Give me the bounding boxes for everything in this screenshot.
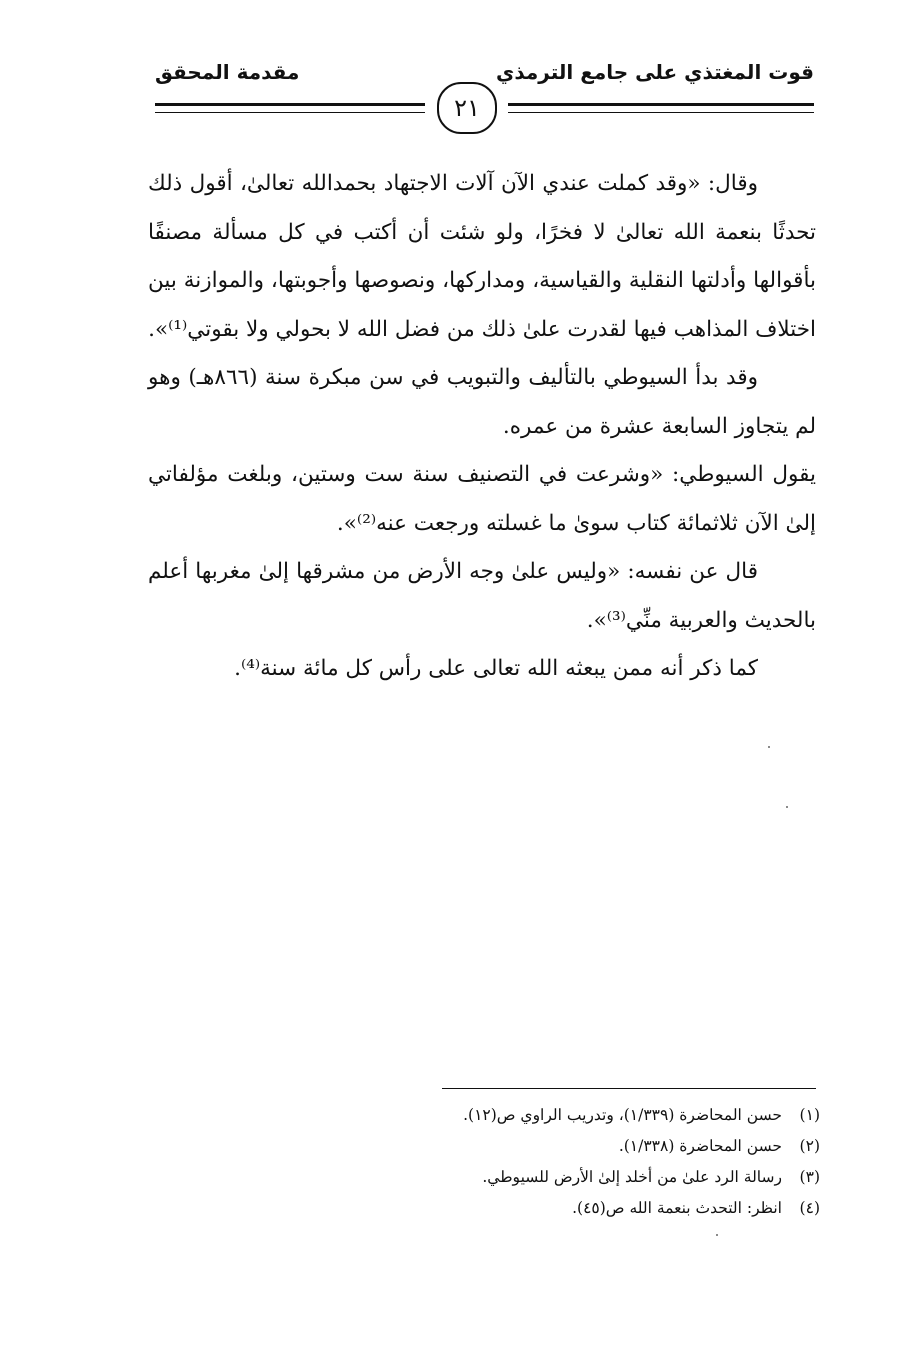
paragraph: كما ذكر أنه ممن يبعثه الله تعالى على رأس كل مائة سنة⁽⁴⁾. <box>234 656 758 681</box>
footnote <box>300 1162 820 1193</box>
footnote-number: (٢) <box>799 1137 820 1155</box>
body-text <box>148 160 816 694</box>
paragraph: وقال: «وقد كملت عندي الآن آلات الاجتهاد بحمدالله تعالىٰ، أقول ذلك تحدثًا بنعمة الله تعالىٰ لا فخرًا، ولو شئت أن أكتب في كل مسألة مصنفًا بأقوالها وأدلتها النقلية والقياسية، ومداركها، ونصوصها وأجوبتها، والموازنة بين اختلاف المذاهب فيها لقدرت علىٰ ذلك من فضل الله لا بحولي ولا بقوتي⁽¹⁾». <box>148 171 816 342</box>
footnote-number: (٤) <box>799 1199 820 1217</box>
header-rule-left <box>155 103 425 113</box>
footnote <box>300 1131 820 1162</box>
scan-speck <box>716 1234 718 1236</box>
paragraph: يقول السيوطي: «وشرعت في التصنيف سنة ست وستين، وبلغت مؤلفاتي إلىٰ الآن ثلاثمائة كتاب سوىٰ ما غسلته ورجعت عنه⁽²⁾». <box>148 462 816 536</box>
page-number: ٢١ <box>437 82 497 134</box>
running-head-section-title: مقدمة المحقق <box>155 60 300 84</box>
scan-speck <box>768 746 770 748</box>
scan-speck <box>786 806 788 808</box>
footnote-text: حسن المحاضرة (١/٣٣٩)، وتدريب الراوي ص(١٢). <box>463 1106 782 1124</box>
footnote <box>300 1193 820 1224</box>
paragraph: قال عن نفسه: «وليس علىٰ وجه الأرض من مشرقها إلىٰ مغربها أعلم بالحديث والعربية منِّي⁽³⁾». <box>148 559 816 633</box>
header-rule-right <box>508 103 814 113</box>
footnotes <box>300 1100 820 1224</box>
running-head-book-title: قوت المغتذي على جامع الترمذي <box>496 60 814 84</box>
footnote-text: انظر: التحدث بنعمة الله ص(٤٥). <box>572 1199 782 1217</box>
footnote-separator <box>442 1088 816 1089</box>
footnote-number: (٣) <box>799 1168 820 1186</box>
footnote-text: رسالة الرد علىٰ من أخلد إلىٰ الأرض للسيوطي. <box>482 1168 782 1186</box>
footnote <box>300 1100 820 1131</box>
paragraph: وقد بدأ السيوطي بالتأليف والتبويب في سن مبكرة سنة (٨٦٦هـ) وهو لم يتجاوز السابعة عشرة من عمره. <box>148 365 816 439</box>
footnote-text: حسن المحاضرة (١/٣٣٨). <box>618 1137 782 1155</box>
footnote-number: (١) <box>799 1106 820 1124</box>
